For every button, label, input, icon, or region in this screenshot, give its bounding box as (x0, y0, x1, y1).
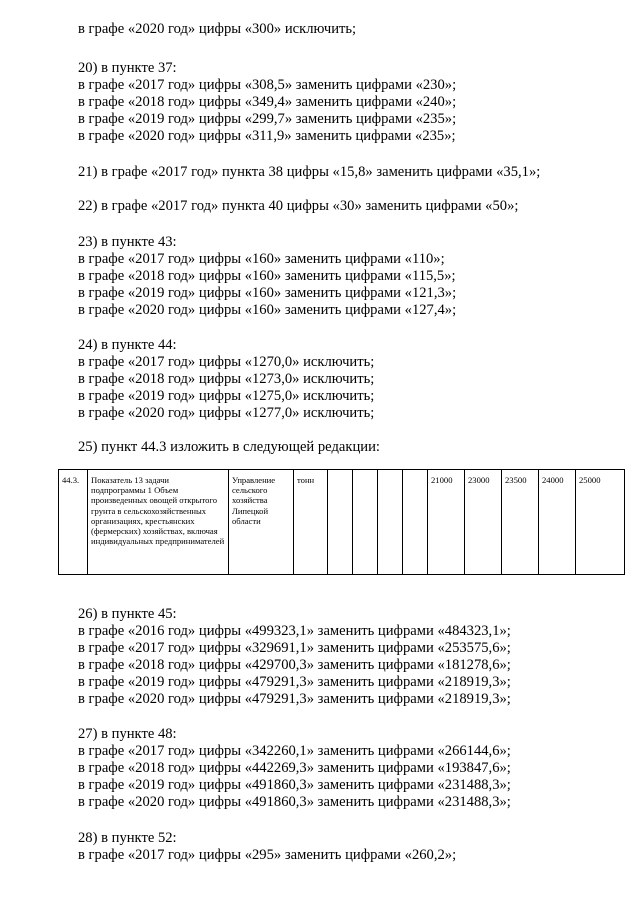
text-line: в графе «2016 год» цифры «499323,1» заменить цифрами «484323,1»; (78, 623, 511, 639)
text-line: в графе «2018 год» цифры «1273,0» исключить; (78, 371, 375, 387)
text-line: в графе «2020 год» цифры «491860,3» заменить цифрами «231488,3»; (78, 794, 511, 810)
value-cell: 24000 (539, 470, 576, 575)
text-line: в графе «2019 год» цифры «299,7» заменить цифрами «235»; (78, 111, 457, 127)
item-22: 22) в графе «2017 год» пункта 40 цифры «30» заменить цифрами «50»; (78, 198, 519, 214)
text-line: в графе «2017 год» цифры «295» заменить цифрами «260,2»; (78, 847, 457, 863)
text-line: в графе «2020 год» цифры «300» исключить; (78, 21, 357, 37)
value-cell: 25000 (576, 470, 625, 575)
item-26-heading: 26) в пункте 45: (78, 606, 177, 622)
item-27-heading: 27) в пункте 48: (78, 726, 177, 742)
text-line: в графе «2017 год» цифры «160» заменить цифрами «110»; (78, 251, 445, 267)
text-line: в графе «2017 год» цифры «342260,1» заменить цифрами «266144,6»; (78, 743, 511, 759)
empty-cell (328, 470, 353, 575)
value-cell: 23000 (465, 470, 502, 575)
text-line: в графе «2019 год» цифры «479291,3» заменить цифрами «218919,3»; (78, 674, 511, 690)
text-line: в графе «2020 год» цифры «160» заменить цифрами «127,4»; (78, 302, 457, 318)
text-line: в графе «2018 год» цифры «349,4» заменить цифрами «240»; (78, 94, 457, 110)
item-44-3-table (58, 469, 625, 575)
empty-cell (353, 470, 378, 575)
text-line: в графе «2017 год» цифры «308,5» заменить цифрами «230»; (78, 77, 457, 93)
item-24-heading: 24) в пункте 44: (78, 337, 177, 353)
text-line: в графе «2018 год» цифры «429700,3» заменить цифрами «181278,6»; (78, 657, 511, 673)
text-line: в графе «2019 год» цифры «160» заменить цифрами «121,3»; (78, 285, 457, 301)
empty-cell (403, 470, 428, 575)
text-line: в графе «2020 год» цифры «1277,0» исключить; (78, 405, 375, 421)
item-23-heading: 23) в пункте 43: (78, 234, 177, 250)
item-20-heading: 20) в пункте 37: (78, 60, 177, 76)
text-line: в графе «2017 год» цифры «329691,1» заменить цифрами «253575,6»; (78, 640, 511, 656)
item-21: 21) в графе «2017 год» пункта 38 цифры «15,8» заменить цифрами «35,1»; (78, 164, 541, 180)
executor-cell: Управление сельского хозяйства Липецкой области (229, 470, 294, 575)
unit-cell: тонн (294, 470, 328, 575)
item-25-heading: 25) пункт 44.3 изложить в следующей редакции: (78, 439, 380, 455)
indicator-cell: Показатель 13 задачи подпрограммы 1 Объем произведенных овощей открытого грунта в сельскохозяйственных организациях, крестьянских (фермерских) хозяйствах, включая индивидуальных предпринимателей (88, 470, 229, 575)
text-line: в графе «2019 год» цифры «491860,3» заменить цифрами «231488,3»; (78, 777, 511, 793)
text-line: в графе «2018 год» цифры «442269,3» заменить цифрами «193847,6»; (78, 760, 511, 776)
table-row (59, 470, 625, 575)
text-line: в графе «2020 год» цифры «479291,3» заменить цифрами «218919,3»; (78, 691, 511, 707)
item-28-heading: 28) в пункте 52: (78, 830, 177, 846)
value-cell: 23500 (502, 470, 539, 575)
row-number-cell: 44.3. (59, 470, 88, 575)
text-line: в графе «2020 год» цифры «311,9» заменить цифрами «235»; (78, 128, 456, 144)
value-cell: 21000 (428, 470, 465, 575)
empty-cell (378, 470, 403, 575)
text-line: в графе «2018 год» цифры «160» заменить цифрами «115,5»; (78, 268, 456, 284)
text-line: в графе «2017 год» цифры «1270,0» исключить; (78, 354, 375, 370)
text-line: в графе «2019 год» цифры «1275,0» исключить; (78, 388, 375, 404)
